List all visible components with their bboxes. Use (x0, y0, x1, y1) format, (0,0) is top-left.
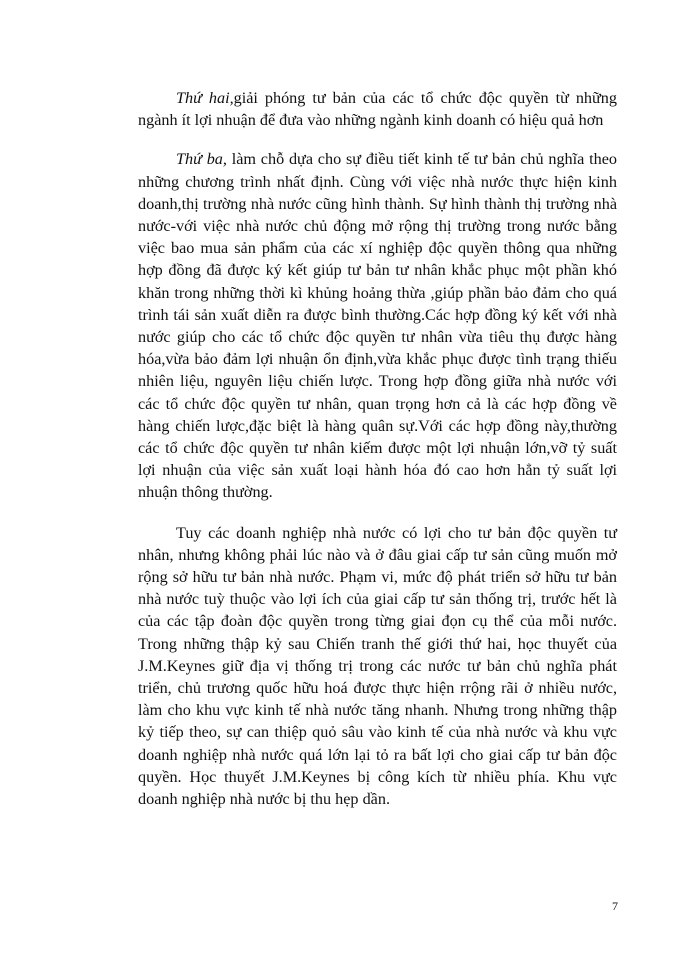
document-body (138, 87, 617, 810)
page-number: 7 (612, 899, 618, 913)
paragraph-text: giải phóng tư bản của các tổ chức độc quyền từ những ngành ít lợi nhuận để đưa vào những ngành kinh doanh có hiệu quả hơn (138, 89, 617, 130)
paragraph-thu-hai (138, 87, 617, 131)
paragraph-text: Tuy các doanh nghiệp nhà nước có lợi cho tư bản độc quyền tư nhân, nhưng không phải lúc nào và ở đâu giai cấp tư sản cũng muốn mở rộng sở hữu tư bản nhà nước. Phạm vi, mức độ phát triển sở hữu tư bản nhà nước tuỳ thuộc vào lợi ích của giai cấp tư sản thống trị, trước hết là của các tập đoàn độc quyền trong từng giai đọn cụ thể của mỗi nước. Trong những thập kỷ sau Chiến tranh thế giới thứ hai, học thuyết của J.M.Keynes giữ địa vị thống trị trong các nước tư bản chủ nghĩa phát triển, chủ trương quốc hữu hoá được thực hiện rrộng rãi ở nhiều nước, làm cho khu vực kinh tế nhà nước tăng nhanh. Nhưng trong những thập kỷ tiếp theo, sự can thiệp quỏ sâu vào kinh tế của nhà nước và khu vực doanh nghiệp nhà nước quá lớn lại tỏ ra bất lợi cho giai cấp tư bản độc quyền. Học thuyết J.M.Keynes bị công kích từ nhiều phía. Khu vực doanh nghiệp nhà nước bị thu hẹp dần. (138, 523, 617, 809)
paragraph-keynes (138, 522, 617, 811)
paragraph-thu-ba (138, 148, 617, 503)
paragraph-spacer (138, 504, 617, 522)
paragraph-text: làm chỗ dựa cho sự điều tiết kinh tế tư bản chủ nghĩa theo những chương trình nhất định. Cùng với việc nhà nước thực hiện kinh doanh,thị trường nhà nước cũng hình thành. Sự hình thành thị trường nhà nước-với việc nhà nước chủ động mở rộng thị trường trong nước bằng việc bao mua sản phẩm của các xí nghiệp độc quyền thông qua những hợp đồng đã được ký kết giúp tư bản tư nhân khắc phục một phần khó khăn trong những thời kì khủng hoảng thừa ,giúp phần bảo đảm cho quá trình tái sản xuất diễn ra được bình thường.Các hợp đồng ký kết với nhà nước giúp cho các tổ chức độc quyền tư nhân vừa tiêu thụ được hàng hóa,vừa bảo đảm lợi nhuận ổn định,vừa khắc phục được tình trạng thiếu nhiên liệu, nguyên liệu chiến lược. Trong hợp đồng giữa nhà nước với các tổ chức độc quyền tư nhân, quan trọng hơn cả là các hợp đồng về hàng chiến lược,đặc biệt là hàng quân sự.Với các hợp đồng này,thường các tổ chức độc quyền tư nhân kiếm được một lợi nhuận lớn,vỡ tỷ suất lợi nhuận của việc sản xuất loại hành hóa đó cao hơn hẳn tỷ suất lợi nhuận thông thường. (138, 150, 617, 502)
paragraph-lead-italic: Thứ hai, (176, 89, 234, 107)
paragraph-spacer (138, 131, 617, 148)
paragraph-lead-italic: Thứ ba, (176, 150, 227, 169)
